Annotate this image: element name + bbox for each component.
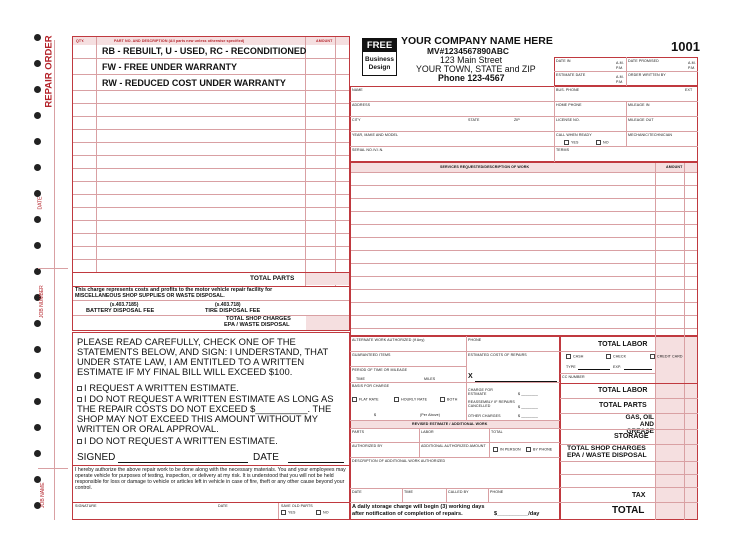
battery-fee-label: BATTERY DISPOSAL FEE	[86, 308, 155, 314]
table-row-line	[73, 58, 349, 59]
name-label: NAME	[352, 88, 363, 92]
divider	[278, 503, 279, 519]
option-text: I DO NOT REQUEST A WRITTEN ESTIMATE.	[84, 435, 278, 446]
call-ready-no[interactable]	[596, 140, 609, 145]
revised-title: REVISED ESTIMATE / ADDITIONAL WORK	[412, 422, 488, 426]
checkbox[interactable]	[77, 397, 82, 402]
signed-line[interactable]	[118, 462, 248, 463]
table-row-line	[351, 237, 697, 238]
table-row-line	[73, 207, 349, 208]
binding-hole	[34, 34, 41, 41]
parts-note-warranty: FW - FREE UNDER WARRANTY	[102, 62, 237, 72]
divider	[350, 442, 560, 443]
divider	[560, 351, 655, 352]
total-parts-label: TOTAL PARTS	[250, 275, 295, 282]
table-row-line	[351, 211, 697, 212]
divider	[446, 488, 447, 502]
add-amount-label: ADDITIONAL AUTHORIZED AMOUNT	[421, 444, 486, 448]
cash-option[interactable]	[566, 354, 583, 359]
divider	[489, 442, 490, 457]
signature-x-line[interactable]	[475, 381, 557, 382]
checkbox[interactable]	[352, 397, 357, 402]
divider	[73, 465, 349, 466]
logo-line-design: Design	[368, 64, 391, 71]
revised-labor-label: LABOR	[421, 430, 434, 434]
binding-hole	[34, 268, 41, 275]
tire-fee-label: TIRE DISPOSAL FEE	[205, 308, 261, 314]
divider	[350, 351, 560, 352]
desc-additional-label: DESCRIPTION OF ADDITIONAL WORK AUTHORIZED	[352, 459, 446, 463]
mechanic-label: MECHANIC/TECHNICIAN	[628, 133, 673, 137]
divider	[560, 502, 698, 503]
option-request-estimate[interactable]	[77, 383, 345, 393]
home-phone-label: HOME PHONE	[556, 103, 582, 107]
table-row-line	[73, 300, 349, 301]
binding-hole	[34, 346, 41, 353]
table-row-line	[73, 220, 349, 221]
tire-code: (s.403.718)	[215, 302, 241, 308]
checkbox[interactable]	[606, 354, 611, 359]
divider	[488, 488, 489, 502]
date-in-am: A.M.	[616, 61, 624, 65]
type-line[interactable]	[578, 369, 610, 370]
divider	[350, 502, 560, 503]
storage-rate: $__________/day	[494, 511, 540, 517]
side-divider	[38, 468, 68, 469]
side-divider	[38, 268, 68, 269]
table-row-line	[351, 198, 697, 199]
both-option[interactable]	[440, 397, 457, 402]
mileage-out-label: MILEAGE OUT	[628, 118, 654, 122]
date-promised-pm: P.M.	[688, 66, 696, 70]
total-parts-cell	[306, 273, 349, 285]
binding-hole	[34, 398, 41, 405]
divider	[560, 474, 698, 475]
city-label: CITY	[352, 118, 361, 122]
divider	[554, 71, 698, 72]
called-by-label: CALLED BY	[448, 490, 469, 494]
checkbox[interactable]	[566, 354, 571, 359]
divider	[350, 366, 466, 367]
estimate-date-am: A.M.	[616, 75, 624, 79]
checkbox[interactable]	[526, 447, 531, 452]
binding-hole	[34, 164, 41, 171]
parts-note-rebuilt: RB - REBUILT, U - USED, RC - RECONDITIONED	[102, 46, 307, 56]
address-label: ADDRESS	[352, 103, 371, 107]
basis-label: BASIS FOR CHARGE	[352, 384, 390, 388]
estimate-date-label: ESTIMATE DATE	[556, 73, 586, 77]
checkbox[interactable]	[650, 354, 655, 359]
table-row-line	[73, 129, 349, 130]
storage-summary: STORAGE	[614, 433, 649, 440]
ext-label: EXT	[685, 88, 693, 92]
logo-line-business: Business	[365, 56, 394, 63]
reassembly-dollar: $ ________	[518, 405, 538, 409]
checkbox[interactable]	[77, 386, 82, 391]
table-row-line	[351, 315, 697, 316]
table-row-line	[73, 181, 349, 182]
divider	[350, 131, 698, 132]
option-text: I REQUEST A WRITTEN ESTIMATE.	[84, 382, 239, 393]
battery-code: (s.403.7185)	[110, 302, 139, 308]
signed-label: SIGNED	[77, 452, 116, 463]
cash-text: CASH	[573, 354, 584, 359]
bottom-time-label: TIME	[404, 490, 413, 494]
cc-number-label: CC NUMBER	[562, 375, 585, 379]
table-row-line	[73, 103, 349, 104]
divider	[560, 461, 698, 462]
zip-label: ZIP	[514, 118, 520, 122]
table-row-line	[73, 259, 349, 260]
hourly-rate-text: HOURLY RATE	[401, 397, 428, 402]
table-row-line	[73, 155, 349, 156]
other-charges-label: OTHER CHARGES	[468, 414, 501, 418]
epa-label: EPA / WASTE DISPOSAL	[224, 322, 290, 328]
checkbox[interactable]	[493, 447, 498, 452]
total-labor-label-2: TOTAL LABOR	[598, 387, 648, 394]
credit-card-text: CREDIT CARD	[657, 354, 683, 359]
total-parts-summary: TOTAL PARTS	[599, 402, 647, 409]
signed-date-label: DATE	[253, 452, 279, 463]
check-option[interactable]	[606, 354, 626, 359]
table-row-line	[73, 142, 349, 143]
license-label: LICENSE NO.	[556, 118, 580, 122]
table-row-line	[351, 328, 697, 329]
both-text: BOTH	[447, 397, 458, 402]
binding-hole	[34, 60, 41, 67]
binding-hole	[34, 450, 41, 457]
side-date-label: DATE	[37, 196, 44, 210]
divider	[350, 101, 698, 102]
divider	[419, 428, 420, 442]
option-no-estimate[interactable]	[77, 436, 345, 446]
call-no-text: NO	[603, 140, 609, 145]
other-dollar: $ ________	[518, 414, 538, 418]
type-label: TYPE	[566, 365, 576, 369]
company-name: YOUR COMPANY NAME HERE	[401, 35, 553, 47]
services-title: SERVICES REQUESTED/DESCRIPTION OF WORK	[440, 165, 530, 169]
option-no-estimate-limit[interactable]	[77, 394, 345, 434]
call-ready-label: CALL WHEN READY	[556, 133, 592, 137]
signed-date-line[interactable]	[288, 462, 344, 463]
x-mark: X	[468, 373, 473, 380]
checkbox[interactable]	[564, 140, 569, 145]
side-divider	[54, 40, 55, 520]
binding-hole	[34, 138, 41, 145]
logo-line-free: FREE	[363, 39, 396, 52]
divider	[350, 116, 698, 117]
table-row-line	[351, 250, 697, 251]
table-row-line	[351, 289, 697, 290]
terms-label: TERMS	[556, 148, 570, 152]
exp-label: EXP.	[613, 365, 622, 369]
save-parts-yes-text: YES	[288, 510, 296, 515]
revised-parts-label: PARTS	[352, 430, 365, 434]
divider	[466, 382, 467, 420]
charge-est-dollar: $ ________	[518, 392, 538, 396]
repair-order-title: REPAIR ORDER	[43, 35, 55, 108]
written-by-label: ORDER WRITTEN BY	[628, 73, 666, 77]
table-row-line	[73, 246, 349, 247]
divider	[350, 146, 698, 147]
table-row-line	[73, 116, 349, 117]
date-promised-am: A.M.	[688, 61, 696, 65]
misc-charge-text: This charge represents costs and profits to the motor vehicle repair facility for MISCELLANEOUS SHOP SUPPLIES OR WASTE DISPOSAL.	[75, 287, 273, 299]
binding-hole	[34, 86, 41, 93]
side-job-number-label: JOB NUMBER	[39, 285, 45, 318]
flat-rate-option[interactable]	[352, 397, 379, 402]
table-row-line	[351, 302, 697, 303]
total-labor-label-1: TOTAL LABOR	[598, 341, 648, 348]
col-desc-header: PART NO. AND DESCRIPTION (All parts new unless otherwise specified)	[114, 39, 245, 43]
in-person-option[interactable]	[493, 447, 521, 452]
col-amount-header: AMOUNT	[316, 39, 333, 43]
alt-phone-label: PHONE	[468, 338, 482, 342]
date-in-label: DATE IN	[556, 59, 571, 63]
credit-card-option[interactable]	[650, 354, 683, 359]
divider	[560, 373, 655, 374]
flat-rate-text: FLAT RATE	[359, 397, 379, 402]
divider	[560, 429, 698, 430]
order-number: 1001	[671, 39, 700, 54]
date-promised-label: DATE PROMISED	[628, 59, 659, 63]
miles-label: MILES	[424, 377, 436, 381]
binding-hole	[34, 424, 41, 431]
divider	[350, 382, 560, 383]
storage-note-2: after notification of completion of repairs.	[352, 511, 463, 517]
binding-hole	[34, 242, 41, 249]
shop-charges-summary: TOTAL SHOP CHARGES	[567, 445, 646, 452]
table-row-line	[351, 276, 697, 277]
parts-note-reduced: RW - REDUCED COST UNDER WARRANTY	[102, 78, 286, 88]
storage-note-1: A daily storage charge will begin (3) working days	[352, 504, 485, 510]
shop-charges-label: TOTAL SHOP CHARGES	[226, 316, 291, 322]
col-qty-header: QTY.	[76, 39, 85, 43]
reassembly-label: REASSEMBLY IF REPAIRS CANCELLED	[468, 400, 515, 408]
by-phone-text: BY PHONE	[533, 447, 553, 452]
save-parts-no-text: NO	[323, 510, 329, 515]
logo-badge	[362, 38, 397, 76]
divider	[350, 488, 560, 489]
company-mv: MV#1234567890ABC	[427, 46, 509, 56]
divider	[554, 86, 555, 162]
by-phone-option[interactable]	[526, 447, 552, 452]
divider	[626, 101, 627, 146]
divider	[684, 336, 685, 520]
bottom-date-label: DATE	[352, 490, 362, 494]
save-old-parts-label: SAVE OLD PARTS	[281, 504, 313, 508]
call-yes-text: YES	[571, 140, 579, 145]
authorized-by-label: AUTHORIZED BY	[352, 444, 383, 448]
company-phone: Phone 123-4567	[438, 73, 505, 83]
epa-summary: EPA / WASTE DISPOSAL	[567, 452, 647, 459]
per-above-label: (Per Above)	[420, 413, 441, 417]
side-job-name-label: JOB NAME	[40, 482, 46, 508]
dollar-sign: $	[374, 413, 377, 417]
date-in-pm: P.M.	[616, 66, 624, 70]
state-label: STATE	[468, 118, 480, 122]
exp-line[interactable]	[624, 369, 652, 370]
vehicle-label: YEAR, MAKE AND MODEL	[352, 133, 399, 137]
divider	[560, 487, 698, 488]
table-row-line	[73, 90, 349, 91]
revised-total-label: TOTAL	[491, 430, 503, 434]
grand-total-label: TOTAL	[612, 505, 645, 516]
divider	[560, 398, 698, 399]
table-row-line	[73, 194, 349, 195]
call-ready-yes[interactable]	[564, 140, 579, 145]
save-parts-yes[interactable]	[281, 510, 296, 515]
table-row-line	[351, 224, 697, 225]
mileage-in-label: MILEAGE IN	[628, 103, 650, 107]
table-row-line	[73, 168, 349, 169]
binding-hole	[34, 216, 41, 223]
statement-intro: PLEASE READ CAREFULLY, CHECK ONE OF THE STATEMENTS BELOW, AND SIGN: I UNDERSTAND, THAT UNDER STATE LAW, I AM ENTITLED TO A WRITTEN ESTIMATE IF MY FINAL BILL WILL EXCEED $100.	[77, 336, 329, 377]
serial-label: SERIAL NO./V.I.N.	[352, 148, 384, 152]
checkbox[interactable]	[281, 510, 286, 515]
divider	[466, 336, 467, 382]
divider	[560, 383, 698, 384]
bus-phone-label: BUS. PHONE	[556, 88, 580, 92]
divider	[350, 457, 560, 458]
checkbox[interactable]	[440, 397, 445, 402]
in-person-text: IN PERSON	[500, 447, 521, 452]
est-costs-label: ESTIMATED COSTS OF REPAIRS	[468, 353, 527, 357]
binding-hole	[34, 320, 41, 327]
divider	[73, 502, 349, 503]
binding-hole	[34, 112, 41, 119]
table-row-line	[351, 172, 697, 173]
company-city: YOUR TOWN, STATE and ZIP	[416, 64, 536, 74]
services-block	[350, 162, 698, 336]
checkbox[interactable]	[316, 510, 321, 515]
check-text: CHECK	[613, 354, 627, 359]
checkbox[interactable]	[596, 140, 601, 145]
shop-charges-cell	[306, 316, 349, 330]
tax-label: TAX	[632, 492, 646, 499]
charge-est-label: CHARGE FOR ESTIMATE	[468, 388, 493, 396]
divider	[350, 428, 560, 429]
totals-amount-column	[655, 337, 697, 519]
alt-work-label: ALTERNATE WORK AUTHORIZED (if Any)	[352, 338, 425, 342]
binding-hole	[34, 372, 41, 379]
divider	[489, 428, 490, 442]
checkbox[interactable]	[77, 439, 82, 444]
signature-date-label: DATE	[218, 504, 228, 508]
table-row-line	[351, 185, 697, 186]
services-amount-header: AMOUNT	[666, 165, 683, 169]
divider	[655, 336, 656, 520]
table-row-line	[73, 233, 349, 234]
gas-oil-grease: GAS, OIL AND GREASE	[625, 414, 654, 435]
estimate-date-pm: P.M.	[616, 80, 624, 84]
save-parts-no[interactable]	[316, 510, 329, 515]
time-label: TIME	[356, 377, 365, 381]
hourly-rate-option[interactable]	[394, 397, 427, 402]
customer-block	[350, 86, 698, 162]
authorization-text: I hereby authorize the above repair work to be done along with the necessary materials. You and your employees may operate vehicle for purposes of testing, inspection, or delivery at my risk. It is understood that you will not be held responsible for loss or damage to vehicle or articles left in vehicle in case of fire, theft or any other cause beyond your control.	[75, 467, 346, 492]
signature-label: SIGNATURE	[75, 504, 97, 508]
divider	[419, 442, 420, 457]
bottom-phone-label: PHONE	[490, 490, 504, 494]
company-street: 123 Main Street	[440, 55, 503, 65]
period-label: PERIOD OF TIME OR MILEAGE	[352, 368, 408, 372]
table-row-line	[351, 263, 697, 264]
guaranteed-label: GUARANTEED ITEMS	[352, 353, 391, 357]
divider	[402, 488, 403, 502]
option-text: I DO NOT REQUEST A WRITTEN ESTIMATE AS LONG AS THE REPAIR COSTS DO NOT EXCEED $__________. THE SHOP MAY NOT EXCEED THIS AMOUNT WITHOUT MY WRITTEN OR ORAL APPROVAL.	[77, 393, 334, 434]
checkbox[interactable]	[394, 397, 399, 402]
table-row-line	[73, 74, 349, 75]
